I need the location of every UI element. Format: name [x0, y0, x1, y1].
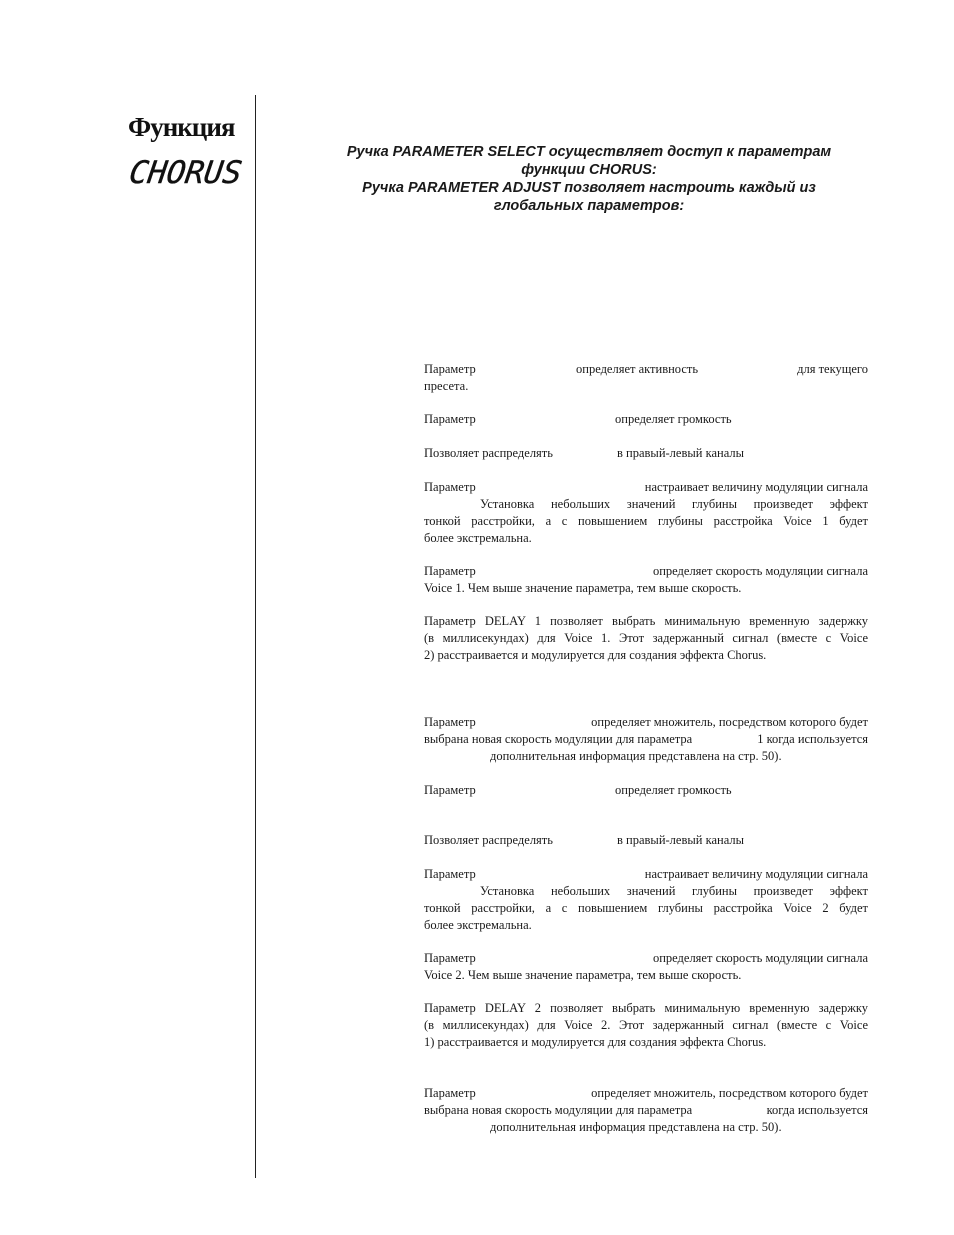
paragraph: [424, 714, 868, 765]
text: Параметр: [424, 1086, 476, 1100]
text: определяет множитель, посредством которого будет: [591, 1086, 868, 1100]
text: когда используется: [766, 1103, 868, 1117]
paragraph: [424, 613, 868, 664]
paragraph: [424, 361, 868, 395]
text: 2) расстраивается и модулируется для создания эффекта Chorus.: [424, 648, 767, 662]
text: (в миллисекундах) для Voice 2. Этот задержанный сигнал (вместе с Voice: [424, 1018, 868, 1032]
paragraph: [424, 1085, 868, 1136]
text: Параметр DELAY 2 позволяет выбрать минимальную временную задержку: [424, 1001, 868, 1015]
text: определяет скорость модуляции сигнала: [652, 951, 868, 965]
text: более экстремальна.: [424, 531, 532, 545]
text: Параметр: [424, 867, 476, 881]
paragraph: [424, 1000, 868, 1051]
text: в правый-левый каналы: [617, 833, 744, 847]
text: Параметр: [424, 412, 476, 426]
text: выбрана новая скорость модуляции для параметра: [424, 1103, 693, 1117]
text: (в миллисекундах) для Voice 1. Этот задержанный сигнал (вместе с Voice: [424, 631, 868, 645]
text: определяет громкость: [615, 412, 732, 426]
text: определяет активность: [576, 362, 699, 376]
text: Voice 1. Чем выше значение параметра, тем выше скорость.: [424, 581, 742, 595]
text: 1) расстраивается и модулируется для создания эффекта Chorus.: [424, 1035, 767, 1049]
paragraph: [424, 866, 868, 934]
sidebar-title: Функция: [128, 112, 235, 142]
text: определяет множитель, посредством которого будет: [591, 715, 868, 729]
text: тонкой расстройки, а с повышением глубины расстройка Voice 2 будет: [424, 901, 868, 915]
text: Установка небольших значений глубины произведет эффект: [480, 497, 868, 511]
text: пресета.: [424, 379, 469, 393]
text: Параметр DELAY 1 позволяет выбрать минимальную временную задержку: [424, 614, 868, 628]
paragraph: [424, 445, 868, 462]
paragraph: [424, 950, 868, 984]
header-line: глобальных параметров:: [493, 198, 685, 214]
paragraph: [424, 479, 868, 547]
text: определяет скорость модуляции сигнала: [652, 564, 868, 578]
text: Параметр: [424, 951, 476, 965]
text: более экстремальна.: [424, 918, 532, 932]
text: Установка небольших значений глубины произведет эффект: [480, 884, 868, 898]
text: дополнительная информация представлена на стр. 50).: [490, 749, 782, 763]
text: Позволяет распределять: [424, 446, 553, 460]
paragraph: [424, 563, 868, 597]
text: Параметр: [424, 480, 476, 494]
text: тонкой расстройки, а с повышением глубины расстройка Voice 1 будет: [424, 514, 868, 528]
text: 1 когда используется: [757, 732, 868, 746]
paragraph: [424, 411, 868, 428]
text: Параметр: [424, 783, 476, 797]
text: настраивает величину модуляции сигнала: [644, 480, 868, 494]
text: выбрана новая скорость модуляции для параметра: [424, 732, 693, 746]
text: Параметр: [424, 564, 476, 578]
text: Параметр: [424, 715, 476, 729]
header-block: [300, 143, 878, 215]
header-line: Ручка PARAMETER SELECT осуществляет доступ к параметрам: [346, 144, 832, 160]
vertical-divider: [255, 95, 256, 1178]
text: настраивает величину модуляции сигнала: [644, 867, 868, 881]
paragraph: [424, 782, 868, 799]
text: определяет громкость: [615, 783, 732, 797]
header-line: функции CHORUS:: [521, 162, 657, 178]
text: Параметр: [424, 362, 476, 376]
text: в правый-левый каналы: [617, 446, 744, 460]
text: Позволяет распределять: [424, 833, 553, 847]
paragraph: [424, 832, 868, 849]
text: Voice 2. Чем выше значение параметра, тем выше скорость.: [424, 968, 742, 982]
text: дополнительная информация представлена на стр. 50).: [490, 1120, 782, 1134]
text: для текущего: [797, 362, 868, 376]
lcd-display-text: CHORUS: [127, 155, 245, 191]
header-line: Ручка PARAMETER ADJUST позволяет настроить каждый из: [362, 180, 816, 196]
